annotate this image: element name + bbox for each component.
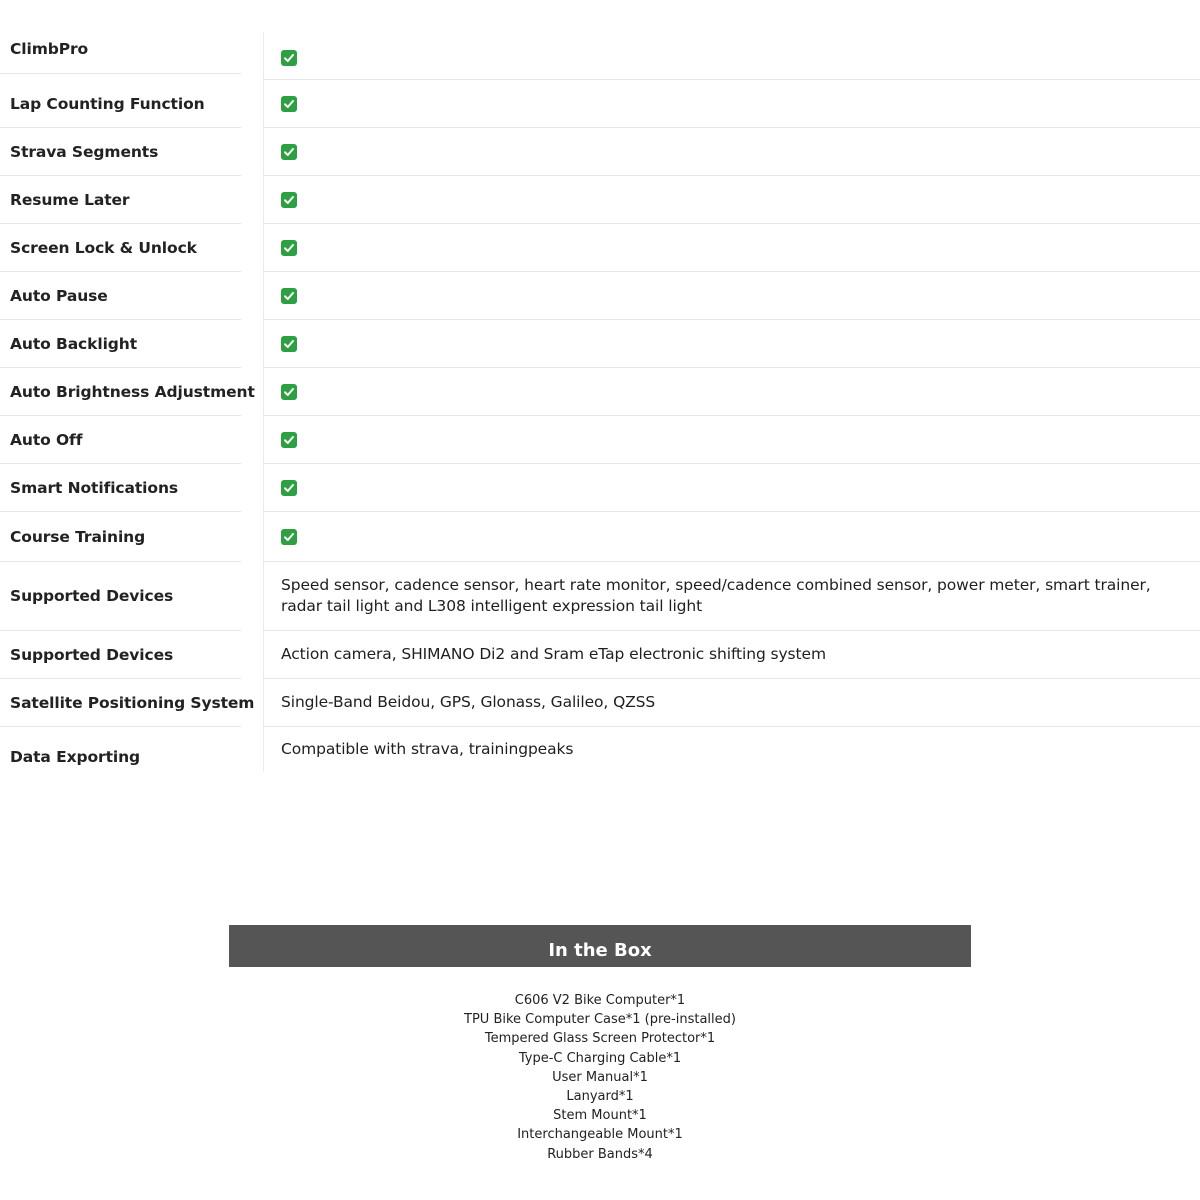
spec-value [263, 32, 1200, 80]
spec-label: Lap Counting Function [0, 80, 241, 128]
spec-table [0, 32, 1200, 772]
list-item: Lanyard*1 [566, 1089, 634, 1105]
spec-value [263, 224, 1200, 272]
list-item: Rubber Bands*4 [547, 1146, 653, 1162]
list-item: C606 V2 Bike Computer*1 [514, 993, 686, 1008]
check-mark-icon [281, 432, 297, 448]
spec-label: Satellite Positioning System [0, 679, 241, 727]
spec-label: Auto Pause [0, 272, 241, 320]
check-mark-icon [281, 288, 297, 304]
spec-value [263, 176, 1200, 224]
spec-row-supported-devices-1 [0, 562, 1200, 631]
in-the-box-title: In the Box [229, 925, 971, 967]
list-item: Tempered Glass Screen Protector*1 [484, 1031, 716, 1047]
spec-label: Auto Off [0, 416, 241, 464]
spec-label: Screen Lock & Unlock [0, 224, 241, 272]
check-mark-icon [281, 96, 297, 112]
spec-label: Data Exporting [10, 747, 141, 766]
spec-label: Auto Brightness Adjustment [0, 368, 241, 416]
check-mark-icon [281, 144, 297, 160]
spec-row-climbpro [0, 32, 1200, 80]
list-item: User Manual*1 [552, 1069, 648, 1085]
spec-label: Course Training [0, 512, 241, 562]
spec-value [263, 272, 1200, 320]
spec-value [263, 320, 1200, 368]
spec-label: Resume Later [0, 176, 241, 224]
list-item: Type-C Charging Cable*1 [518, 1050, 682, 1066]
spec-value [263, 80, 1200, 128]
spec-row-satellite-positioning [0, 679, 1200, 727]
spec-row-smart-notifications [0, 464, 1200, 512]
spec-row-course-training [0, 512, 1200, 562]
list-item: Interchangeable Mount*1 [517, 1127, 683, 1143]
in-the-box-section [229, 925, 971, 1164]
spec-value [263, 416, 1200, 464]
spec-row-supported-devices-2 [0, 631, 1200, 679]
spec-row-auto-brightness [0, 368, 1200, 416]
spec-row-auto-backlight [0, 320, 1200, 368]
spec-row-strava-segments [0, 128, 1200, 176]
spec-label: Auto Backlight [0, 320, 241, 368]
check-mark-icon [281, 192, 297, 208]
spec-row-screen-lock [0, 224, 1200, 272]
spec-label: Supported Devices [0, 562, 241, 631]
spec-label: Smart Notifications [0, 464, 241, 512]
spec-row-auto-pause [0, 272, 1200, 320]
list-item: TPU Bike Computer Case*1 (pre-installed) [464, 1012, 736, 1028]
spec-label: ClimbPro [0, 32, 241, 74]
check-mark-icon [281, 529, 297, 545]
spec-row-data-exporting [0, 727, 1200, 772]
check-mark-icon [281, 336, 297, 352]
in-the-box-list [229, 991, 971, 1164]
check-mark-icon [281, 50, 297, 66]
spec-row-lap-counting [0, 80, 1200, 128]
spec-label: Strava Segments [0, 128, 241, 176]
spec-row-auto-off [0, 416, 1200, 464]
spec-value [263, 464, 1200, 512]
spec-value [263, 128, 1200, 176]
list-item: Stem Mount*1 [553, 1108, 647, 1124]
spec-value: Action camera, SHIMANO Di2 and Sram eTap electronic shifting system [263, 631, 1200, 679]
spec-value [263, 368, 1200, 416]
check-mark-icon [281, 384, 297, 400]
spec-value: Compatible with strava, trainingpeaks [263, 727, 1200, 772]
spec-row-resume-later [0, 176, 1200, 224]
check-mark-icon [281, 480, 297, 496]
spec-value [263, 512, 1200, 562]
spec-label: Supported Devices [0, 631, 241, 679]
spec-value: Speed sensor, cadence sensor, heart rate monitor, speed/cadence combined sensor, power meter, smart trainer, radar tail light and L308 intelligent expression tail light [263, 562, 1200, 631]
spec-value: Single-Band Beidou, GPS, Glonass, Galileo, QZSS [263, 679, 1200, 727]
check-mark-icon [281, 240, 297, 256]
